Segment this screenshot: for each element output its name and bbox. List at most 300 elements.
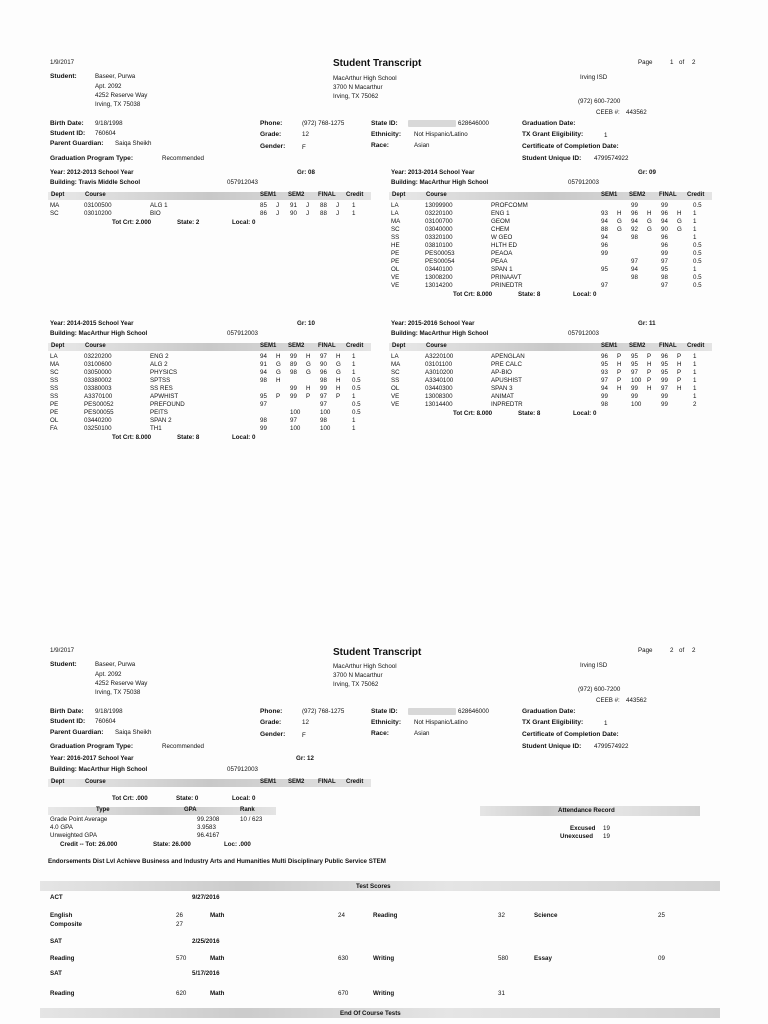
- sem2-grade: 97: [631, 258, 638, 265]
- final-grade: 98: [320, 417, 327, 424]
- sem1-flag: H: [276, 353, 281, 360]
- final-grade: 99: [661, 250, 668, 257]
- final-grade: 98: [320, 377, 327, 384]
- dept: OL: [391, 385, 400, 392]
- sem2-grade: 100: [631, 401, 642, 408]
- gender-label: Gender:: [260, 731, 286, 738]
- sem2-grade: 89: [290, 361, 297, 368]
- final-grade: 98: [661, 274, 668, 281]
- building-code: 057912043: [227, 179, 258, 186]
- final-flag: J: [336, 210, 340, 217]
- credit: 1: [693, 369, 697, 376]
- dept: PE: [391, 258, 400, 265]
- excused-count: 19: [603, 825, 610, 832]
- unique-id: 4799574922: [594, 743, 629, 750]
- phone: (972) 768-1275: [302, 120, 345, 127]
- final-flag: P: [677, 353, 682, 360]
- sem2-grade: 100: [290, 425, 301, 432]
- dept: OL: [391, 266, 400, 273]
- final-header: FINAL: [318, 192, 336, 198]
- dept-header: Dept: [51, 343, 65, 349]
- credit-header: Credit: [687, 192, 705, 198]
- year-label: Year: 2014-2015 School Year: [50, 320, 134, 327]
- gpa-value: 3.9583: [197, 824, 216, 831]
- final-flag: P: [677, 377, 682, 384]
- composite-score: 27: [176, 921, 183, 928]
- ceeb-number: 443562: [626, 697, 647, 704]
- sem1-grade: 93: [601, 369, 608, 376]
- grad-program-label: Graduation Program Type:: [50, 743, 134, 750]
- credit-local: Loc: .000: [224, 841, 251, 848]
- final-grade: 95: [661, 369, 668, 376]
- sem2-grade: 94: [631, 266, 638, 273]
- gpa-type: Unweighted GPA: [50, 832, 98, 839]
- student-id: 760604: [95, 718, 116, 725]
- ceeb-label: CEEB #:: [596, 697, 620, 704]
- ethnicity-label: Ethnicity:: [371, 719, 402, 726]
- course-name: SPAN 1: [491, 266, 513, 273]
- dept: SS: [391, 234, 400, 241]
- page-label: Page: [638, 647, 653, 654]
- credit: 1: [693, 226, 697, 233]
- state-credit: State: 8: [177, 434, 200, 441]
- sem2-grade: 99: [290, 385, 297, 392]
- course-name: ENG 2: [150, 353, 169, 360]
- total-credit: Tot Crt: 8.000: [112, 434, 152, 441]
- credit: 0.5: [693, 258, 702, 265]
- course-name: SPAN 2: [150, 417, 172, 424]
- school-address-1: 3700 N Macarthur: [333, 672, 383, 679]
- dept: VE: [391, 401, 400, 408]
- final-header: FINAL: [659, 192, 677, 198]
- gender: F: [302, 732, 306, 739]
- gpa-header: [48, 807, 276, 815]
- sem1-grade: 95: [601, 266, 608, 273]
- guardian-label: Parent Guardian:: [50, 140, 104, 147]
- dept: MA: [391, 218, 401, 225]
- phone: (972) 768-1275: [302, 708, 345, 715]
- sem2-grade: 90: [290, 210, 297, 217]
- final-header: FINAL: [318, 343, 336, 349]
- state-credit: State: 2: [177, 219, 200, 226]
- credit: 1: [693, 385, 697, 392]
- grade-label: Grade:: [260, 131, 282, 138]
- sem1-header: SEM1: [601, 343, 618, 349]
- course-name: PEAA: [491, 258, 508, 265]
- dept: VE: [391, 393, 400, 400]
- final-grade: 99: [661, 202, 668, 209]
- sem1-grade: 91: [260, 361, 267, 368]
- final-grade: 96: [661, 353, 668, 360]
- dept-header: Dept: [392, 192, 406, 198]
- transcript-title: Student Transcript: [333, 58, 422, 69]
- ethnicity: Not Hispanic/Latino: [414, 131, 468, 138]
- tx-grant: 1: [604, 720, 608, 727]
- course-name: PRINAAVT: [491, 274, 522, 281]
- student-label: Student:: [50, 661, 77, 668]
- page-total: 2: [692, 59, 696, 66]
- course-header: Course: [85, 343, 106, 349]
- final-flag: H: [336, 353, 341, 360]
- sem1-flag: G: [617, 226, 622, 233]
- dept: VE: [391, 274, 400, 281]
- sem1-header: SEM1: [260, 779, 277, 785]
- student-label: Student:: [50, 73, 77, 80]
- sem2-grade: 99: [631, 202, 638, 209]
- course-name: BIO: [150, 210, 161, 217]
- student-id: 760604: [95, 130, 116, 137]
- act-math-score: 24: [338, 912, 345, 919]
- gpa-value-header: GPA: [184, 807, 197, 813]
- birth-date: 9/18/1998: [95, 120, 123, 127]
- sat2-writing-label: Writing: [373, 990, 395, 997]
- course-name: ENG 1: [491, 210, 510, 217]
- course-code: 13014400: [425, 401, 453, 408]
- sem1-grade: 99: [601, 250, 608, 257]
- course-code: 03320100: [425, 234, 453, 241]
- course-code: 03100600: [84, 361, 112, 368]
- final-grade: 94: [661, 218, 668, 225]
- course-name: APENGLAN: [491, 353, 525, 360]
- sem1-grade: 95: [260, 393, 267, 400]
- credit: 0.5: [693, 282, 702, 289]
- final-flag: G: [336, 361, 341, 368]
- redaction: [408, 120, 456, 127]
- final-flag: H: [677, 361, 682, 368]
- credit: 1: [693, 234, 697, 241]
- sem1-grade: 94: [601, 234, 608, 241]
- dept-header: Dept: [392, 343, 406, 349]
- final-grade: 95: [661, 266, 668, 273]
- birth-date: 9/18/1998: [95, 708, 123, 715]
- sem1-grade: 95: [601, 361, 608, 368]
- final-flag: P: [677, 369, 682, 376]
- guardian-name: Saiqa Sheikh: [115, 729, 152, 736]
- sat2-writing-score: 31: [498, 990, 505, 997]
- endorsements: Endorsements Dist Lvl Achieve Business and Industry Arts and Humanities Multi Disciplinary Public Service STEM: [48, 858, 386, 865]
- course-code: 03010200: [84, 210, 112, 217]
- course-code: 13014200: [425, 282, 453, 289]
- dept: MA: [50, 202, 60, 209]
- dept-header: Dept: [51, 192, 65, 198]
- ceeb-number: 443562: [626, 109, 647, 116]
- sat-writing-label: Writing: [373, 955, 395, 962]
- sem1-grade: 99: [601, 393, 608, 400]
- student-name: Baseer, Purwa: [95, 661, 136, 668]
- course-name: PREFOUND: [150, 401, 185, 408]
- final-flag: G: [677, 218, 682, 225]
- sem1-grade: 88: [601, 226, 608, 233]
- dept: HE: [391, 242, 400, 249]
- course-code: 03220200: [84, 353, 112, 360]
- course-header: Course: [426, 343, 447, 349]
- sem1-header: SEM1: [260, 343, 277, 349]
- sem1-flag: G: [617, 218, 622, 225]
- phone-label: Phone:: [260, 120, 283, 127]
- course-name: TH1: [150, 425, 162, 432]
- state-id: 628646000: [458, 120, 489, 127]
- final-grade: 100: [320, 425, 331, 432]
- ethnicity-label: Ethnicity:: [371, 131, 402, 138]
- gender: F: [302, 144, 306, 151]
- course-name: ANIMAT: [491, 393, 514, 400]
- address-line-1: Apt. 2092: [95, 671, 122, 678]
- ceeb-label: CEEB #:: [596, 109, 620, 116]
- act-reading-score: 32: [498, 912, 505, 919]
- dept: SC: [391, 226, 400, 233]
- dept: LA: [50, 353, 58, 360]
- final-header: FINAL: [318, 779, 336, 785]
- state-id-label: State ID:: [371, 120, 398, 127]
- credit-state: State: 26.000: [153, 841, 191, 848]
- grad-program-label: Graduation Program Type:: [50, 155, 134, 162]
- sem1-grade: 93: [601, 210, 608, 217]
- school-address-2: Irving, TX 75062: [333, 93, 379, 100]
- building-code: 057912003: [227, 766, 258, 773]
- credit: 1: [693, 361, 697, 368]
- sem1-grade: 86: [260, 210, 267, 217]
- course-name: SS RES: [150, 385, 173, 392]
- grade-level: Gr: 11: [638, 320, 656, 327]
- tx-grant-label: TX Grant Eligibility:: [522, 131, 584, 138]
- grade: 12: [302, 719, 309, 726]
- act-label: ACT: [50, 894, 63, 901]
- page-number: 2: [670, 647, 674, 654]
- final-grade: 97: [661, 385, 668, 392]
- credit: 0.5: [693, 242, 702, 249]
- sem1-grade: 94: [601, 385, 608, 392]
- course-code: PES00055: [84, 409, 114, 416]
- course-name: PEAOA: [491, 250, 513, 257]
- certificate-label: Certificate of Completion Date:: [522, 143, 619, 150]
- ethnicity: Not Hispanic/Latino: [414, 719, 468, 726]
- sem1-grade: 94: [260, 353, 267, 360]
- course-name: PHYSICS: [150, 369, 178, 376]
- course-header: Course: [85, 779, 106, 785]
- final-grade: 96: [661, 234, 668, 241]
- address-line-3: Irving, TX 75038: [95, 101, 141, 108]
- english-label: English: [50, 912, 73, 919]
- sem2-grade: 100: [631, 377, 642, 384]
- credit: 1: [693, 266, 697, 273]
- composite-label: Composite: [50, 921, 82, 928]
- building-code: 057912003: [568, 179, 599, 186]
- sat2-reading-score: 620: [176, 990, 187, 997]
- final-grade: 97: [320, 353, 327, 360]
- course-name: APWHIST: [150, 393, 179, 400]
- attendance-title: Attendance Record: [558, 807, 615, 814]
- address-line-2: 4252 Reserve Way: [95, 680, 148, 687]
- gpa-value: 96.4167: [197, 832, 220, 839]
- sem2-flag: G: [306, 361, 311, 368]
- final-grade: 88: [320, 202, 327, 209]
- student-id-label: Student ID:: [50, 718, 86, 725]
- sem2-flag: G: [647, 226, 652, 233]
- sat-label: SAT: [50, 938, 62, 945]
- credit: 0.5: [352, 385, 361, 392]
- final-flag: J: [336, 202, 340, 209]
- final-flag: H: [677, 385, 682, 392]
- credit: 0.5: [693, 250, 702, 257]
- final-grade: 99: [661, 401, 668, 408]
- sat2-math-label: Math: [210, 990, 225, 997]
- sat-date-2: 5/17/2016: [192, 970, 220, 977]
- credit: 1: [352, 393, 356, 400]
- sem1-flag: P: [276, 393, 281, 400]
- class-rank: 10 / 623: [240, 816, 263, 823]
- grade-level: Gr: 12: [296, 755, 314, 762]
- course-code: 03050000: [84, 369, 112, 376]
- building-label: Building: Travis Middle School: [50, 179, 141, 186]
- grade-label: Grade:: [260, 719, 282, 726]
- sem2-header: SEM2: [288, 192, 305, 198]
- sem2-flag: P: [647, 377, 652, 384]
- race-label: Race:: [371, 730, 389, 737]
- math-label: Math: [210, 912, 225, 919]
- sat-reading-label: Reading: [50, 955, 75, 962]
- local-credit: Local: 0: [573, 291, 597, 298]
- course-name: INPREDTR: [491, 401, 523, 408]
- eoc-title: End Of Course Tests: [340, 1010, 401, 1017]
- course-code: 03380002: [84, 377, 112, 384]
- course-code: 13008200: [425, 274, 453, 281]
- total-credit: Tot Crt: 8.000: [453, 291, 493, 298]
- sem1-grade: 96: [601, 242, 608, 249]
- page-total: 2: [692, 647, 696, 654]
- dept: FA: [50, 425, 58, 432]
- transcript-title: Student Transcript: [333, 647, 422, 658]
- course-name: SPAN 3: [491, 385, 513, 392]
- print-date: 1/9/2017: [50, 59, 75, 66]
- sem2-flag: H: [647, 210, 652, 217]
- final-grade: 100: [320, 409, 331, 416]
- sem1-flag: H: [617, 210, 622, 217]
- course-code: A3010200: [425, 369, 454, 376]
- credit: 2: [693, 401, 697, 408]
- final-grade: 96: [661, 242, 668, 249]
- essay-label: Essay: [534, 955, 552, 962]
- course-code: A3370100: [84, 393, 113, 400]
- district-phone: (972) 600-7200: [578, 98, 621, 105]
- credit: 0.5: [352, 401, 361, 408]
- act-date: 9/27/2016: [192, 894, 220, 901]
- final-flag: G: [677, 226, 682, 233]
- page-number: 1: [670, 59, 674, 66]
- local-credit: Local: 0: [232, 795, 256, 802]
- course-name: APUSHIST: [491, 377, 522, 384]
- print-date: 1/9/2017: [50, 647, 75, 654]
- state-credit: State: 8: [518, 410, 541, 417]
- credit: 0.5: [352, 409, 361, 416]
- address-line-1: Apt. 2092: [95, 83, 122, 90]
- course-table-header: [48, 192, 371, 200]
- final-grade: 99: [661, 377, 668, 384]
- sem1-header: SEM1: [260, 192, 277, 198]
- gpa-type: Grade Point Average: [50, 816, 108, 823]
- building-code: 057912003: [227, 330, 258, 337]
- district-name: Irving ISD: [580, 74, 608, 81]
- credit-header: Credit: [687, 343, 705, 349]
- credit: 1: [693, 218, 697, 225]
- building-label: Building: MacArthur High School: [391, 179, 489, 186]
- total-credit: Tot Crt: 8.000: [453, 410, 493, 417]
- sem2-flag: P: [306, 393, 311, 400]
- state-credit: State: 0: [176, 795, 199, 802]
- sem2-grade: 98: [290, 369, 297, 376]
- course-code: A3340100: [425, 377, 454, 384]
- year-label: Year: 2013-2014 School Year: [391, 169, 475, 176]
- dept: MA: [391, 361, 401, 368]
- sem2-grade: 99: [290, 393, 297, 400]
- sem2-grade: 97: [290, 417, 297, 424]
- final-grade: 96: [320, 369, 327, 376]
- sem2-grade: 99: [631, 385, 638, 392]
- final-flag: P: [336, 393, 341, 400]
- school-name: MacArthur High School: [333, 75, 397, 82]
- sem1-grade: 96: [601, 353, 608, 360]
- course-code: 03440200: [84, 417, 112, 424]
- credit: 1: [352, 353, 356, 360]
- sem2-flag: P: [647, 353, 652, 360]
- sem2-grade: 96: [631, 210, 638, 217]
- course-table-header: [389, 343, 712, 351]
- gpa-type: 4.0 GPA: [50, 824, 73, 831]
- credit: 1: [352, 361, 356, 368]
- sem1-flag: G: [276, 369, 281, 376]
- guardian-label: Parent Guardian:: [50, 729, 104, 736]
- local-credit: Local: 0: [232, 434, 256, 441]
- grad-date-label: Graduation Date:: [522, 708, 576, 715]
- course-header: Course: [426, 192, 447, 198]
- sem2-grade: 95: [631, 353, 638, 360]
- dept: OL: [50, 417, 59, 424]
- grad-program: Recommended: [162, 743, 204, 750]
- sem1-grade: 85: [260, 202, 267, 209]
- course-header: Course: [85, 192, 106, 198]
- sem2-flag: H: [647, 385, 652, 392]
- final-grade: 90: [661, 226, 668, 233]
- gpa-value: 99.2308: [197, 816, 220, 823]
- course-code: PES00052: [84, 401, 114, 408]
- unique-id-label: Student Unique ID:: [522, 743, 582, 750]
- sem1-grade: 98: [601, 401, 608, 408]
- local-credit: Local: 0: [232, 219, 256, 226]
- course-code: A3220100: [425, 353, 454, 360]
- page-of: of: [679, 59, 685, 66]
- sem2-flag: H: [647, 361, 652, 368]
- credit-header: Credit: [346, 192, 364, 198]
- state-id: 628646000: [458, 708, 489, 715]
- course-code: 03100500: [84, 202, 112, 209]
- course-name: AP-BIO: [491, 369, 512, 376]
- sem1-grade: 97: [260, 401, 267, 408]
- race: Asian: [414, 730, 430, 737]
- course-table-header: [48, 779, 371, 787]
- final-flag: H: [336, 377, 341, 384]
- total-credit: Tot Crt: .000: [112, 795, 148, 802]
- page-of: of: [679, 647, 685, 654]
- course-table-header: [48, 343, 371, 351]
- phone-label: Phone:: [260, 708, 283, 715]
- credit: 1: [352, 202, 356, 209]
- final-grade: 95: [661, 361, 668, 368]
- course-name: PROFCOMM: [491, 202, 528, 209]
- certificate-label: Certificate of Completion Date:: [522, 731, 619, 738]
- final-grade: 90: [320, 361, 327, 368]
- course-name: HLTH ED: [491, 242, 518, 249]
- science-label: Science: [534, 912, 558, 919]
- course-code: 03040000: [425, 226, 453, 233]
